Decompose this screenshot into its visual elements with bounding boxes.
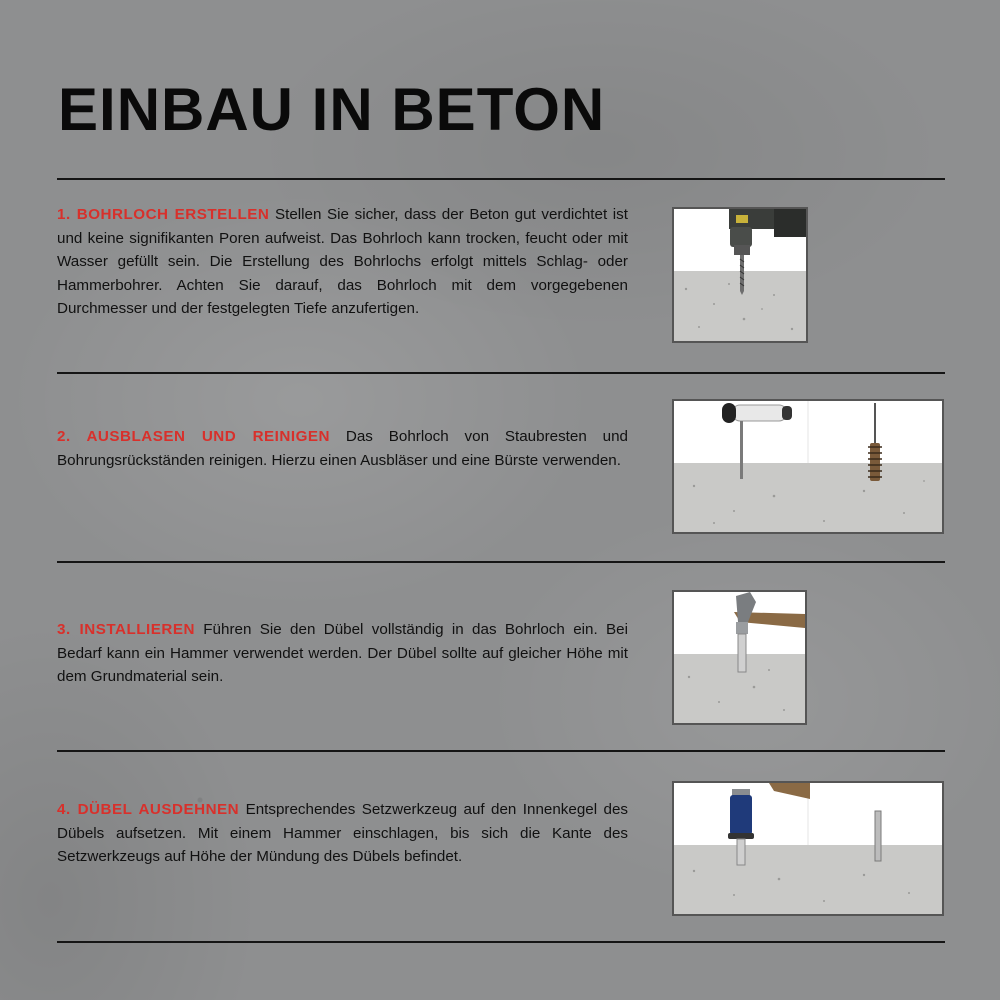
setting-tool-icon <box>672 781 944 916</box>
step-3-label: 3. INSTALLIEREN <box>57 621 195 638</box>
step-2-description: Das Bohrloch von Staubresten und Bohrungsrückständen reinigen. Hierzu einen Ausbläser und eine Bürste verwenden. <box>57 428 628 469</box>
step-2-label: 2. AUSBLASEN UND REINIGEN <box>57 428 331 445</box>
divider <box>57 750 945 752</box>
step-3-text-block <box>57 618 628 689</box>
divider <box>57 561 945 563</box>
step-4-description: Entsprechendes Setzwerkzeug auf den Innenkegel des Dübels aufsetzen. Mit einem Hammer einschlagen, bis sich die Kante des Setzwerkzeugs auf Höhe der Mündung des Dübels befindet. <box>57 801 628 865</box>
step-2-text-block <box>57 425 628 472</box>
drill-icon <box>672 207 808 343</box>
step-4-text-block <box>57 798 628 869</box>
hammer-icon <box>672 590 807 725</box>
step-1-label: 1. BOHRLOCH ERSTELLEN <box>57 206 270 223</box>
divider <box>57 372 945 374</box>
blower-and-brush-icon <box>672 399 944 534</box>
divider <box>57 178 945 180</box>
divider <box>57 941 945 943</box>
page-title: EINBAU IN BETON <box>58 76 606 143</box>
step-3-description: Führen Sie den Dübel vollständig in das Bohrloch ein. Bei Bedarf kann ein Hammer verwendet werden. Der Dübel sollte auf gleicher Höhe mit dem Grundmaterial sein. <box>57 621 628 685</box>
step-4-label: 4. DÜBEL AUSDEHNEN <box>57 801 240 818</box>
step-1-description: Stellen Sie sicher, dass der Beton gut verdichtet ist und keine signifikanten Poren aufweist. Das Bohrloch kann trocken, feucht oder mit Wasser gefüllt sein. Die Erstellung des Bohrlochs erfolgt mittels Schlag- oder Hammerbohrer. Achten Sie darauf, das Bohrloch mit dem vorgegebenen Durchmesser und der festgelegten Tiefe anzufertigen. <box>57 206 628 317</box>
step-1-text-block <box>57 203 628 321</box>
